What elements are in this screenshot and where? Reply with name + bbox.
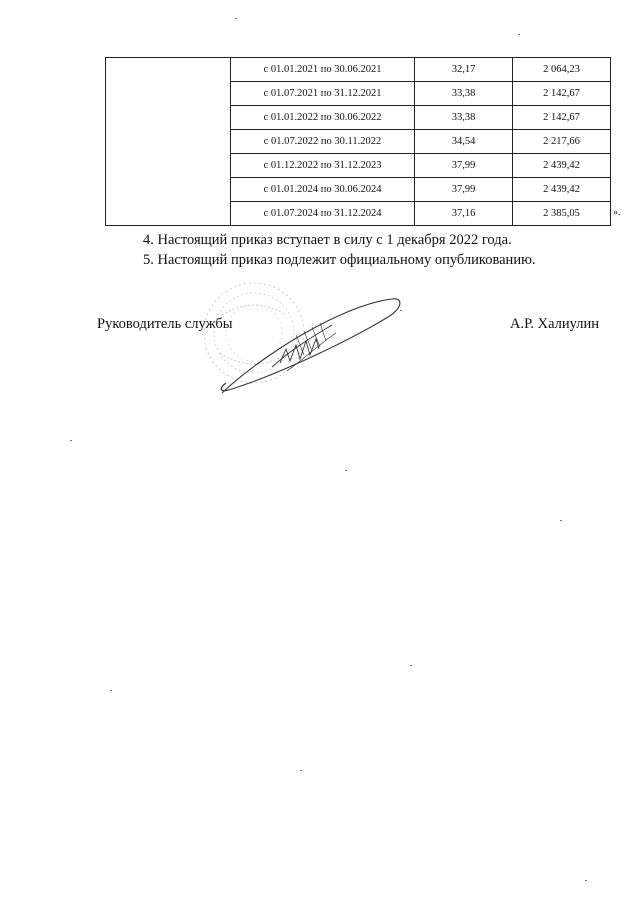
paragraph-4: 4. Настоящий приказ вступает в силу с 1 декабря 2022 года.: [143, 232, 512, 248]
amount-cell: 2 142,67: [513, 82, 611, 106]
scan-speck: [518, 34, 520, 35]
signatory-name: А.Р. Халиулин: [510, 316, 599, 332]
table-row: [106, 58, 611, 82]
scan-speck: [585, 880, 587, 881]
period-cell: с 01.07.2021 по 31.12.2021: [231, 82, 415, 106]
period-cell: с 01.12.2022 по 31.12.2023: [231, 154, 415, 178]
scan-speck: [235, 18, 237, 19]
table-blank-cell: [106, 58, 231, 226]
scan-speck: [70, 440, 72, 441]
rate-cell: 37,99: [415, 178, 513, 202]
scan-speck: [300, 770, 302, 771]
amount-cell: 2 439,42: [513, 178, 611, 202]
signatory-role: Руководитель службы: [97, 316, 233, 332]
scan-speck: [560, 520, 562, 521]
amount-cell: 2 064,23: [513, 58, 611, 82]
tariff-table: [105, 57, 611, 226]
rate-cell: 37,16: [415, 202, 513, 226]
closing-quote: ».: [613, 207, 621, 218]
rate-cell: 34,54: [415, 130, 513, 154]
period-cell: с 01.07.2024 по 31.12.2024: [231, 202, 415, 226]
amount-cell: 2 385,05: [513, 202, 611, 226]
period-cell: с 01.01.2022 по 30.06.2022: [231, 106, 415, 130]
amount-cell: 2 439,42: [513, 154, 611, 178]
period-cell: с 01.07.2022 по 30.11.2022: [231, 130, 415, 154]
scan-speck: [110, 690, 112, 691]
amount-cell: 2 217,66: [513, 130, 611, 154]
paragraph-5: 5. Настоящий приказ подлежит официальному опубликованию.: [143, 252, 536, 268]
rate-cell: 33,38: [415, 82, 513, 106]
amount-cell: 2 142,67: [513, 106, 611, 130]
seal-signature-icon: [192, 275, 412, 400]
rate-cell: 33,38: [415, 106, 513, 130]
rate-cell: 32,17: [415, 58, 513, 82]
period-cell: с 01.01.2021 по 30.06.2021: [231, 58, 415, 82]
period-cell: с 01.01.2024 по 30.06.2024: [231, 178, 415, 202]
scan-speck: [410, 665, 412, 666]
rate-cell: 37,99: [415, 154, 513, 178]
scan-speck: [345, 470, 347, 471]
scan-speck: [400, 310, 402, 311]
